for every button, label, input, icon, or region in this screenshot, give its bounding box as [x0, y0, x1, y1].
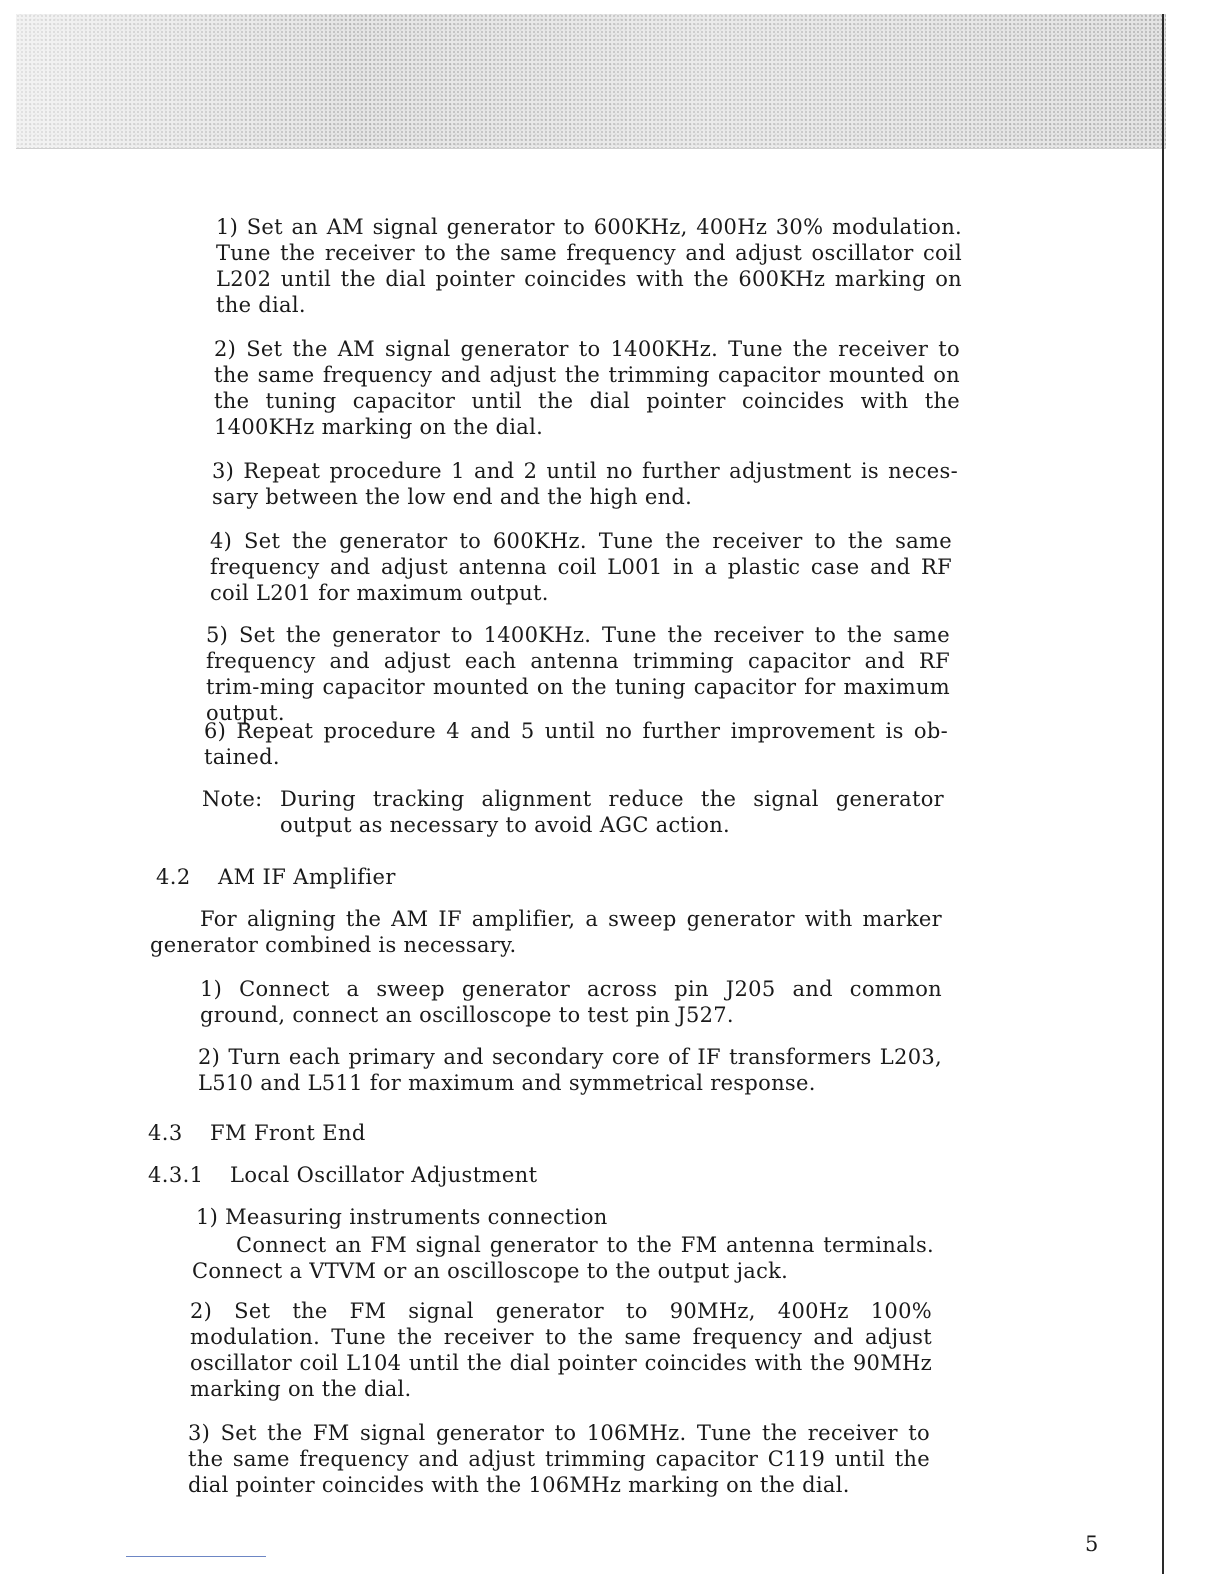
note-paragraph — [202, 786, 950, 838]
section-4-3-heading — [148, 1120, 366, 1146]
section-number: 4.3.1 — [148, 1163, 204, 1187]
page-number: 5 — [1085, 1532, 1099, 1556]
am-step-5: 5) Set the generator to 1400KHz. Tune the receiver to the same frequency and adjust each antenna trimming capacitor and RF trim-ming capacitor mounted on the tuning capacitor for maximum output. — [206, 623, 950, 725]
fm-step-1-body: Connect an FM signal generator to the FM antenna terminals. Connect a VTVM or an oscilloscope to the output jack. — [192, 1233, 934, 1283]
am-step-3: 3) Repeat procedure 1 and 2 until no further adjustment is neces-sary between the low end and the high end. — [212, 459, 958, 509]
section-number: 4.2 — [156, 865, 191, 889]
am-step-4: 4) Set the generator to 600KHz. Tune the receiver to the same frequency and adjust antenna coil L001 in a plastic case and RF coil L201 for maximum output. — [210, 529, 952, 605]
note-text: During tracking alignment reduce the signal generator output as necessary to avoid AGC action. — [280, 787, 944, 837]
note-label: Note: — [202, 787, 263, 811]
fm-step-2: 2) Set the FM signal generator to 90MHz, 400Hz 100% modulation. Tune the receiver to the same frequency and adjust oscillator coil L104 until the dial pointer coincides with the 90MHz marking on the dial. — [190, 1299, 932, 1401]
if-step-1: 1) Connect a sweep generator across pin J205 and common ground, connect an oscilloscope to test pin J527. — [200, 977, 942, 1027]
am-step-2: 2) Set the AM signal generator to 1400KHz. Tune the receiver to the same frequency and adjust the trimming capacitor mounted on the tuning capacitor until the dial pointer coincides with the 1400KHz marking on the dial. — [214, 337, 960, 439]
fm-step-3: 3) Set the FM signal generator to 106MHz. Tune the receiver to the same frequency and adjust trimming capacitor C119 until the dial pointer coincides with the 106MHz marking on the dial. — [188, 1421, 930, 1497]
if-step-2: 2) Turn each primary and secondary core of IF transformers L203, L510 and L511 for maximum and symmetrical response. — [198, 1045, 942, 1095]
section-number: 4.3 — [148, 1121, 183, 1145]
section-4-3-1-heading — [148, 1162, 537, 1188]
footer-rule — [126, 1556, 266, 1557]
am-step-1: 1) Set an AM signal generator to 600KHz, 400Hz 30% modulation. Tune the receiver to the same frequency and adjust oscillator coil L202 until the dial pointer coincides with the 600KHz marking on the dial. — [216, 215, 962, 317]
section-title: AM IF Amplifier — [218, 865, 396, 889]
section-4-2-heading — [156, 864, 396, 890]
section-4-2-intro: For aligning the AM IF amplifier, a sweep generator with marker generator combined is necessary. — [150, 907, 942, 957]
am-step-6: 6) Repeat procedure 4 and 5 until no further improvement is ob-tained. — [204, 719, 948, 769]
fm-step-1-title: 1) Measuring instruments connection — [196, 1205, 608, 1229]
section-title: FM Front End — [210, 1121, 366, 1145]
section-title: Local Oscillator Adjustment — [230, 1163, 538, 1187]
